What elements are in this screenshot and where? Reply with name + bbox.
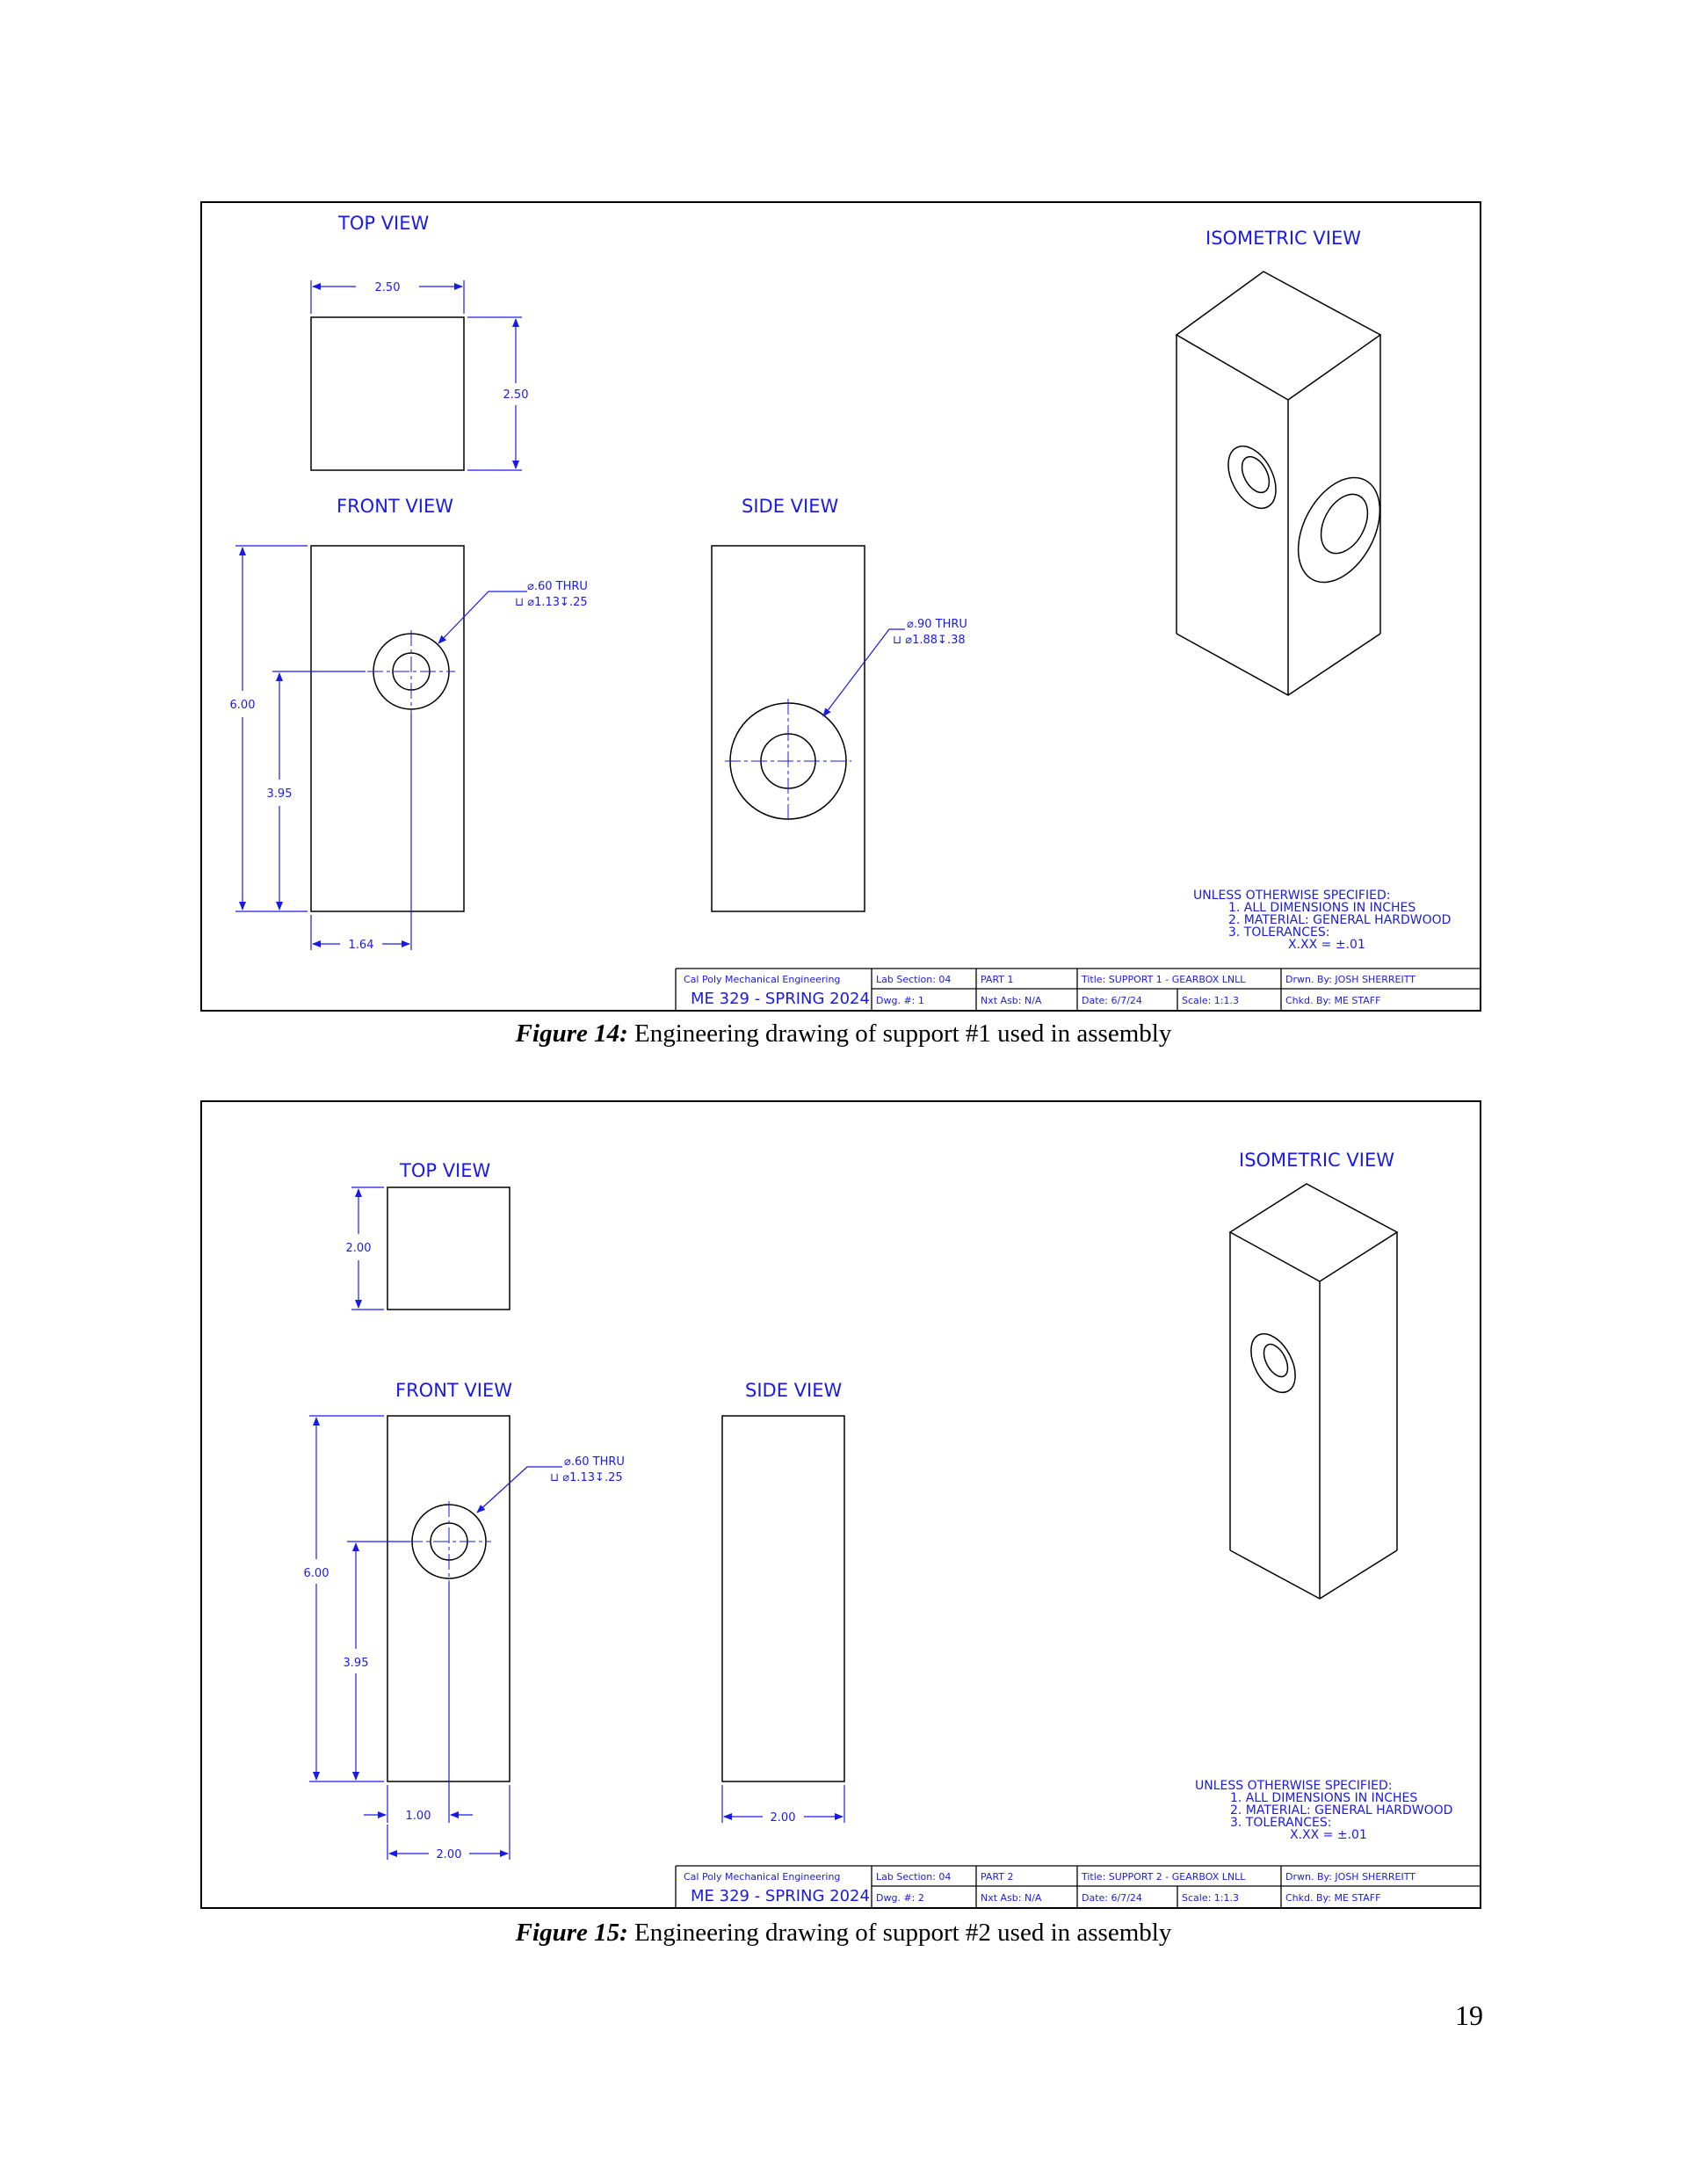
front-view-title: FRONT VIEW <box>337 496 454 517</box>
dimension-hole-x <box>311 713 411 950</box>
dimension-top-height-label: 2.50 <box>503 388 529 402</box>
dimension-hole-x-label: 1.00 <box>405 1810 431 1823</box>
top-view-title: TOP VIEW <box>400 1160 491 1181</box>
title-block-title: Title: SUPPORT 2 - GEARBOX LNLL <box>1082 1871 1246 1883</box>
dimension-width-label: 2.00 <box>436 1848 462 1861</box>
dimension-height-label: 6.00 <box>229 699 256 712</box>
title-block-part: PART 2 <box>981 1871 1014 1883</box>
front-callout-line-1: ⌀.60 THRU <box>527 580 588 593</box>
figure-14-text: Engineering drawing of support #1 used in assembly <box>627 1019 1172 1048</box>
front-hole-callout-leader <box>438 591 527 643</box>
side-callout-line-2: ⊔ ⌀1.88↧.38 <box>893 634 966 647</box>
notes-line-3: 2. MATERIAL: GENERAL HARDWOOD <box>1230 1803 1453 1818</box>
figure-14-label: Figure 14: <box>515 1019 628 1048</box>
title-block-scale: Scale: 1:1.3 <box>1182 1892 1239 1904</box>
title-block-dwg: Dwg. #: 2 <box>876 1892 924 1904</box>
front-callout-line-2: ⊔ ⌀1.13↧.25 <box>550 1471 623 1484</box>
dimension-hole-height-label: 3.95 <box>266 787 293 801</box>
notes-line-2: 1. ALL DIMENSIONS IN INCHES <box>1230 1791 1418 1805</box>
isometric-block <box>1177 272 1380 695</box>
engineering-drawing-support-1 <box>200 201 1481 1012</box>
front-hole-centerlines <box>407 1501 491 1582</box>
title-block-title: Title: SUPPORT 1 - GEARBOX LNLL <box>1082 974 1246 985</box>
notes-line-2: 1. ALL DIMENSIONS IN INCHES <box>1228 901 1416 915</box>
dimension-height <box>235 546 308 911</box>
engineering-drawing-support-2 <box>200 1100 1481 1909</box>
isometric-side-hole <box>1282 464 1397 597</box>
top-view-title: TOP VIEW <box>338 213 430 234</box>
dimension-side-width-label: 2.00 <box>770 1811 796 1825</box>
isometric-front-hole <box>1242 1326 1305 1399</box>
figure-15-text: Engineering drawing of support #2 used in assembly <box>627 1919 1172 1947</box>
title-block-date: Date: 6/7/24 <box>1082 1892 1142 1904</box>
drawing-canvas <box>202 1102 1480 1907</box>
front-callout-line-1: ⌀.60 THRU <box>564 1455 625 1469</box>
title-block-drawn: Drwn. By: JOSH SHERREITT <box>1285 974 1415 985</box>
title-block-drawn: Drwn. By: JOSH SHERREITT <box>1285 1871 1415 1883</box>
notes-line-4: 3. TOLERANCES: <box>1230 1816 1332 1830</box>
dimension-hole-height-label: 3.95 <box>343 1657 369 1670</box>
dimension-hole-x-label: 1.64 <box>348 939 374 952</box>
figure-14-caption <box>0 1019 1687 1048</box>
title-block-lab-section: Lab Section: 04 <box>876 974 952 985</box>
top-view-outline <box>387 1187 510 1310</box>
dimension-top-width-label: 2.50 <box>374 281 401 294</box>
notes-line-3: 2. MATERIAL: GENERAL HARDWOOD <box>1228 913 1452 927</box>
isometric-front-hole <box>1219 439 1285 517</box>
title-block-lab-section: Lab Section: 04 <box>876 1871 952 1883</box>
title-block-checked: Chkd. By: ME STAFF <box>1285 1892 1381 1904</box>
notes-line-4: 3. TOLERANCES: <box>1228 925 1330 940</box>
title-block-org: Cal Poly Mechanical Engineering <box>684 974 841 985</box>
title-block-nxt-asb: Nxt Asb: N/A <box>981 1892 1042 1904</box>
page-number: 19 <box>1455 1999 1483 2031</box>
isometric-view-title: ISOMETRIC VIEW <box>1206 228 1361 249</box>
side-view-outline <box>722 1416 844 1781</box>
title-block-checked: Chkd. By: ME STAFF <box>1285 995 1381 1006</box>
title-block-part: PART 1 <box>981 974 1014 985</box>
dimension-height <box>309 1416 384 1781</box>
side-view-title: SIDE VIEW <box>742 496 839 517</box>
notes-line-1: UNLESS OTHERWISE SPECIFIED: <box>1193 889 1391 903</box>
dimension-hole-x <box>364 1582 473 1823</box>
title-block-date: Date: 6/7/24 <box>1082 995 1142 1006</box>
notes-line-5: X.XX = ±.01 <box>1288 938 1365 952</box>
drawing-canvas <box>202 203 1480 1010</box>
front-view-title: FRONT VIEW <box>395 1380 513 1401</box>
side-view-title: SIDE VIEW <box>745 1380 843 1401</box>
isometric-view-title: ISOMETRIC VIEW <box>1239 1150 1394 1171</box>
figure-15-caption <box>0 1919 1687 1948</box>
front-callout-line-2: ⊔ ⌀1.13↧.25 <box>515 596 588 609</box>
title-block-dwg: Dwg. #: 1 <box>876 995 924 1006</box>
notes-line-1: UNLESS OTHERWISE SPECIFIED: <box>1195 1779 1393 1793</box>
notes-line-5: X.XX = ±.01 <box>1290 1828 1367 1842</box>
title-block-org: Cal Poly Mechanical Engineering <box>684 1871 841 1883</box>
title-block-nxt-asb: Nxt Asb: N/A <box>981 995 1042 1006</box>
title-block-scale: Scale: 1:1.3 <box>1182 995 1239 1006</box>
dimension-height-label: 6.00 <box>303 1567 329 1580</box>
dimension-top-height-label: 2.00 <box>345 1242 372 1255</box>
front-view-outline <box>311 546 464 911</box>
side-hole-centerlines <box>725 699 851 824</box>
top-view-outline <box>311 317 464 470</box>
isometric-block <box>1230 1184 1397 1599</box>
title-block-course: ME 329 - SPRING 2024 <box>691 990 870 1008</box>
front-hole-centerlines <box>367 630 455 713</box>
side-callout-line-1: ⌀.90 THRU <box>907 618 967 631</box>
title-block-course: ME 329 - SPRING 2024 <box>691 1887 870 1905</box>
figure-15-label: Figure 15: <box>515 1919 628 1947</box>
